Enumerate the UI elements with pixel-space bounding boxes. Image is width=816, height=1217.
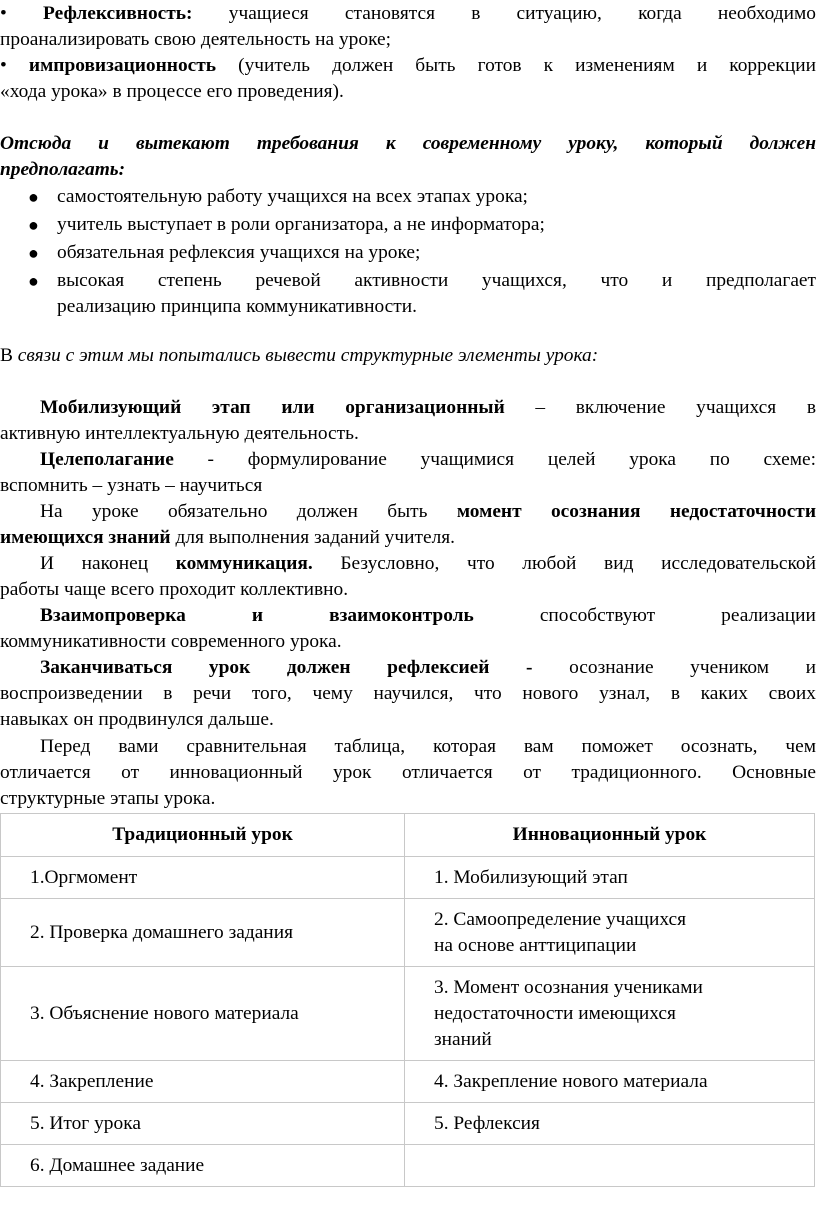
list-item: ● высокая степень речевой активности учащихся, что и предполагает — [0, 268, 816, 294]
mobilizing-term: Мобилизующий этап или организационный — [40, 397, 505, 418]
table-cell: 4. Закрепление нового материала — [405, 1061, 815, 1103]
moment-line-1: На уроке обязательно должен быть момент осознания недостаточности — [40, 501, 816, 522]
improvisation-line-1 — [0, 53, 816, 79]
list-item-continuation: реализацию принципа коммуникативности. — [57, 296, 417, 317]
reflexivity-term: Рефлексивность: — [43, 3, 193, 24]
bullet-mark: • — [0, 3, 7, 24]
reflection-end-line-1: Заканчиваться урок должен рефлексией - осознание учеником и — [40, 657, 816, 678]
bullet-icon: ● — [28, 187, 39, 207]
table-cell: 1.Оргмомент — [1, 857, 405, 899]
table-cell: 5. Итог урока — [1, 1103, 405, 1145]
reflexivity-text: учащиеся становятся в ситуацию, когда необходимо — [228, 3, 816, 24]
improvisation-text: (учитель должен быть готов к изменениям и коррекции — [238, 55, 816, 76]
mutual-check-line-1: Взаимопроверка и взаимоконтроль способствуют реализации — [40, 605, 816, 626]
table-cell: 5. Рефлексия — [405, 1103, 815, 1145]
goal-term: Целеполагание — [40, 449, 174, 470]
table-row — [1, 967, 815, 1061]
table-cell — [405, 1145, 815, 1187]
mutual-check-line-2: коммуникативности современного урока. — [0, 631, 342, 652]
comparison-intro-line-3: структурные этапы урока. — [0, 788, 216, 809]
requirements-heading-2: предполагать: — [0, 159, 126, 180]
table-row — [1, 857, 815, 899]
reflection-end-line-3: навыках он продвинулся дальше. — [0, 709, 274, 730]
moment-line-2: имеющихся знаний для выполнения заданий учителя. — [0, 527, 456, 548]
bullet-icon: ● — [28, 243, 39, 263]
reflection-term: Заканчиваться урок должен рефлексией - — [40, 657, 533, 678]
table-header-row — [1, 814, 815, 857]
bullet-mark: • — [0, 55, 7, 76]
mobilizing-line-2: активную интеллектуальную деятельность. — [0, 423, 359, 444]
reflection-end-line-2: воспроизведении в речи того, чему научился, что нового узнал, в каких своих — [0, 683, 816, 704]
communication-line-1: И наконец коммуникация. Безусловно, что любой вид исследовательской — [40, 553, 816, 574]
mobilizing-line-1: Мобилизующий этап или организационный – включение учащихся в — [40, 397, 816, 418]
table-cell: 2. Самоопределение учащихся на основе анттиципации — [405, 899, 815, 967]
requirements-heading-1: Отсюда и вытекают требования к современному уроку, который должен — [0, 133, 816, 154]
table-row — [1, 1061, 815, 1103]
connection-line: В связи с этим мы попытались вывести структурные элементы урока: — [0, 345, 599, 366]
table-cell: 2. Проверка домашнего задания — [1, 899, 405, 967]
goal-line-1: Целеполагание - формулирование учащимися целей урока по схеме: — [40, 449, 816, 470]
table-row — [1, 1145, 815, 1187]
moment-term: момент осознания недостаточности — [456, 501, 816, 522]
list-item: ● самостоятельную работу учащихся на всех этапах урока; — [0, 184, 816, 210]
reflexivity-line-1 — [0, 1, 816, 27]
table-row — [1, 1103, 815, 1145]
comparison-intro-line-2: отличается от инновационный урок отличается от традиционного. Основные — [0, 762, 816, 783]
column-header-innovative: Инновационный урок — [405, 814, 815, 857]
table-cell: 6. Домашнее задание — [1, 1145, 405, 1187]
list-item: ● учитель выступает в роли организатора, а не информатора; — [0, 212, 816, 238]
improvisation-term: импровизационность — [28, 55, 217, 76]
improvisation-line-2: «хода урока» в процессе его проведения). — [0, 81, 344, 102]
communication-line-2: работы чаще всего проходит коллективно. — [0, 579, 349, 600]
table-cell: 3. Момент осознания учениками недостаточности имеющихся знаний — [405, 967, 815, 1061]
comparison-table — [0, 813, 815, 1187]
goal-line-2: вспомнить – узнать – научиться — [0, 475, 263, 496]
communication-term: коммуникация. — [175, 553, 313, 574]
reflexivity-line-2: проанализировать свою деятельность на уроке; — [0, 29, 392, 50]
column-header-traditional: Традиционный урок — [1, 814, 405, 857]
table-cell: 1. Мобилизующий этап — [405, 857, 815, 899]
table-cell: 4. Закрепление — [1, 1061, 405, 1103]
bullet-icon: ● — [28, 215, 39, 235]
list-item: ● обязательная рефлексия учащихся на уроке; — [0, 240, 816, 266]
comparison-intro-line-1: Перед вами сравнительная таблица, которая вам поможет осознать, чем — [40, 736, 816, 757]
bullet-icon: ● — [28, 271, 39, 291]
table-row — [1, 899, 815, 967]
table-cell: 3. Объяснение нового материала — [1, 967, 405, 1061]
